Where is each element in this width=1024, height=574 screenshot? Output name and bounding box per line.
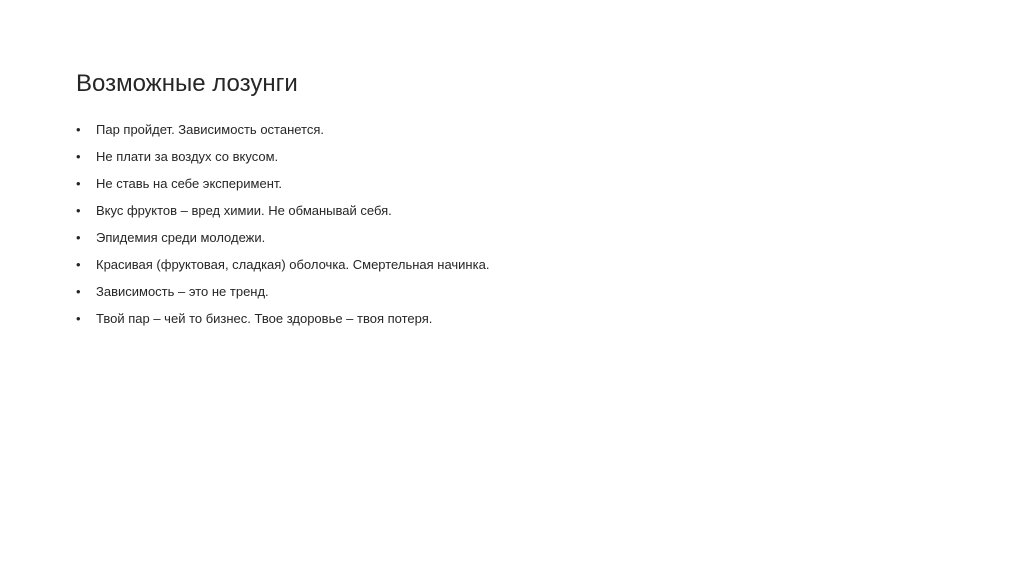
bullet-icon: •: [76, 230, 81, 245]
list-item-text: Пар пройдет. Зависимость останется.: [96, 122, 325, 137]
list-item: [76, 174, 489, 201]
list-item: [76, 309, 489, 336]
slogan-list: [76, 120, 489, 336]
bullet-icon: •: [76, 176, 81, 191]
bullet-icon: •: [76, 149, 81, 164]
list-item: [76, 147, 489, 174]
list-item-text: Красивая (фруктовая, сладкая) оболочка. Смертельная начинка.: [96, 257, 490, 272]
list-item: [76, 120, 489, 147]
list-item-text: Вкус фруктов – вред химии. Не обманывай себя.: [96, 203, 392, 218]
bullet-icon: •: [76, 311, 81, 326]
bullet-icon: •: [76, 122, 81, 137]
list-item: [76, 201, 489, 228]
list-item: [76, 255, 489, 282]
bullet-icon: •: [76, 257, 81, 272]
list-item: [76, 282, 489, 309]
list-item: [76, 228, 489, 255]
bullet-icon: •: [76, 203, 81, 218]
slide-title: Возможные лозунги: [76, 70, 298, 97]
list-item-text: Не плати за воздух со вкусом.: [96, 149, 279, 164]
list-item-text: Твой пар – чей то бизнес. Твое здоровье – твоя потеря.: [96, 311, 433, 326]
list-item-text: Не ставь на себе эксперимент.: [96, 176, 283, 191]
list-item-text: Эпидемия среди молодежи.: [96, 230, 266, 245]
list-item-text: Зависимость – это не тренд.: [96, 284, 269, 299]
bullet-icon: •: [76, 284, 81, 299]
